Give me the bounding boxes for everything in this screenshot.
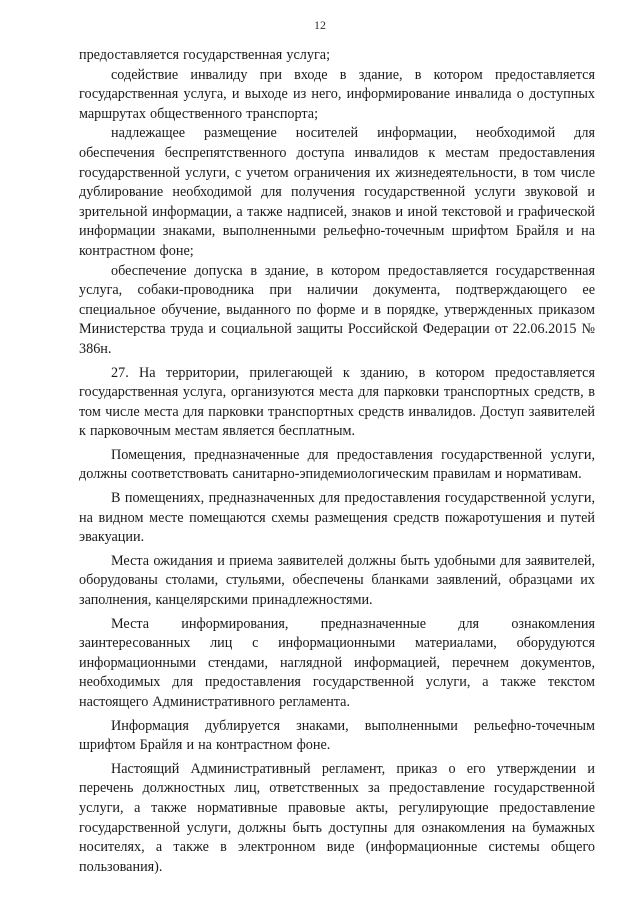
paragraph-fire-evacuation: В помещениях, предназначенных для предоставления государственной услуги, на видном месте помещаются схемы размещения средств пожаротушения и путей эвакуации. <box>79 490 595 546</box>
paragraph-guide-dog: обеспечение допуска в здание, в котором предоставляется государственная услуга, собаки-проводника при наличии документа, подтверждающего ее специальное обучение, выданного по форме и в порядке, утвержденных приказом Министерства труда и социальной защиты Российской Федерации от 22.06.2015 № 386н. <box>79 262 595 357</box>
paragraph-waiting-areas: Места ожидания и приема заявителей должны быть удобными для заявителей, оборудованы столами, стульями, обеспечены бланками заявлений, образцами их заполнения, канцелярскими принадлежностями. <box>79 552 595 609</box>
paragraph-information-placement: надлежащее размещение носителей информации, необходимой для обеспечения беспрепятственного доступа инвалидов к местам предоставления государственной услуги, с учетом ограничения их жизнедеятельности, в том числе дублирование необходимой для получения государственной услуги звуковой и зрительной информации, а также надписей, знаков и иной текстовой и графической информации знаками, выполненными рельефно-точечным шрифтом Брайля и на контрастном фоне; <box>79 125 595 259</box>
paragraph-continuation: предоставляется государственная услуга; <box>79 47 331 63</box>
paragraph-assistance: содействие инвалиду при входе в здание, в котором предоставляется государственная услуга, и выходе из него, информирование инвалида о доступных маршрутах общественного транспорта; <box>79 66 595 122</box>
paragraph-regulation-availability: Настоящий Административный регламент, приказ о его утверждении и перечень должностных лиц, ответственных за предоставление государственной услуги, а также нормативные правовые акты, регулирующие предоставление государственной услуги, должны быть доступны для ознакомления на бумажных носителях, а также в электронном виде (информационные системы общего пользования). <box>79 760 595 875</box>
page-number: 12 <box>314 18 326 32</box>
paragraph-27-parking: 27. На территории, прилегающей к зданию, в котором предоставляется государственная услуга, организуются места для парковки транспортных средств, в том числе места для парковки транспортных средств инвалидов. Доступ заявителей к парковочным местам является бесплатным. <box>79 364 595 440</box>
paragraph-premises-sanitary: Помещения, предназначенные для предоставления государственной услуги, должны соответствовать санитарно-эпидемиологическим правилам и нормативам. <box>79 446 595 483</box>
document-body <box>79 46 595 877</box>
paragraph-information-stands: Места информирования, предназначенные для ознакомления заинтересованных лиц с информационными материалами, оборудуются информационными стендами, наглядной информацией, перечнем документов, необходимых для предоставления государственной услуги, а также текстом настоящего Административного регламента. <box>79 615 595 710</box>
paragraph-braille-duplication: Информация дублируется знаками, выполненными рельефно-точечным шрифтом Брайля и на контрастном фоне. <box>79 717 595 754</box>
